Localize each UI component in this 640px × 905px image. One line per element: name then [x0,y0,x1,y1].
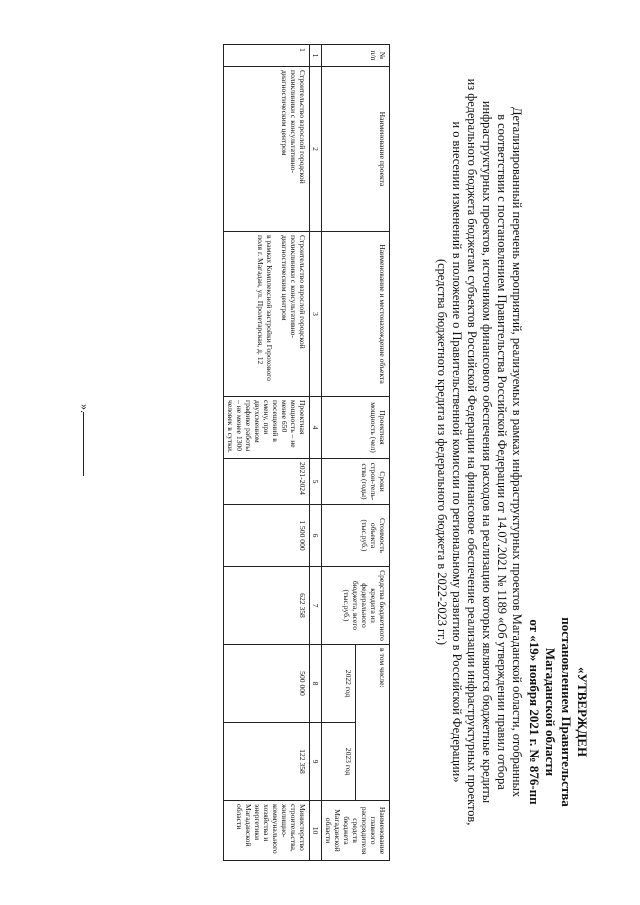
column-number: 5 [310,459,322,505]
document-title [434,42,524,862]
column-number: 7 [310,567,322,645]
title-line-1: Детализированный перечень мероприятий, реализуемых в рамках инфраструктурных проектов Магаданской области, отобранных [510,106,524,798]
header-2023: 2023 год [322,723,356,801]
approval-stamp [526,552,590,872]
header-number: № п/п [322,45,390,67]
budget-manager: Министерство строительства, жилищно-коммунального хозяйства и энергетики Магаданской области [224,801,310,861]
column-number: 4 [310,397,322,459]
title-line-2: в соответствии с постановлением Правительства Российской Федерации от 14.07.2021 № 1189 «Об утверждении правил отбора [495,114,509,790]
header-cost: Стоимость объекта (тыс.руб.) [322,505,390,567]
approval-line-2: постановлением Правительства [559,617,574,807]
construction-years: 2021-2024 [224,459,310,505]
title-line-4: из федерального бюджета бюджетам субъектов Российской Федерации на финансовое обеспечение реализации инфраструктурных проектов, [465,78,479,826]
object-location: в рамках Комплексной застройки Горохового поля г. Магадан, ул. Пролетарская, д. 12 [256,235,274,381]
title-line-3: инфраструктурных проектов, источником финансового обеспечения расходов на реализацию которых являются бюджетные кредиты [480,100,494,804]
amount-2022: 500 000 [224,645,310,723]
header-row [356,45,390,861]
header-object: Наименование и местонахождение объекта [322,232,390,397]
approval-line-3: Магаданской области [543,647,558,777]
object-cell [224,232,310,397]
column-number: 6 [310,505,322,567]
title-line-6: (средства бюджетного кредита из федерального бюджета в 2022-2023 гг.) [435,258,449,646]
column-number: 10 [310,801,322,861]
header-capacity: Проектная мощность (чел) [322,397,390,459]
project-name: Строительство взрослой городской поликлиники с консультативно-диагностическим центром [224,67,310,232]
approval-line-1: «УТВЕРЖДЕН [575,666,590,758]
table-row [224,45,310,861]
closing-line [83,412,84,476]
column-number: 9 [310,723,322,801]
header-project: Наименование проекта [322,67,390,232]
object-cost: 1 500 000 [224,505,310,567]
amount-2023: 122 358 [224,723,310,801]
title-line-5: и о внесении изменений в положение о Правительственной комиссии по региональному развитию в Российской Федерации» [450,121,464,783]
credit-total: 622 358 [224,567,310,645]
rotated-page [20,12,620,892]
column-number: 1 [310,45,322,67]
projects-table [223,44,390,861]
column-number-row [310,45,322,861]
header-manager: Наименование главного распорядителя средств бюджета Магаданской области [322,801,390,861]
header-years: Сроки строи-тель-ства (годы) [322,459,390,505]
column-number: 8 [310,645,322,723]
closing-quote: ». [78,404,92,413]
capacity: Проектная мощность – не менее 650 посещений в смену, при двухсменном графике работы – не менее 1300 человек в сутки. [224,397,310,459]
object-name: Строительство взрослой городской поликлиники с консультативно-диагностическим центром [280,235,307,349]
row-number: 1 [224,45,310,67]
approval-line-4: от «19» ноября 2021 г. № 876-пп [527,619,542,805]
header-including: в том числе: [356,645,390,801]
header-2022: 2022 год [322,645,356,723]
column-number: 2 [310,67,322,232]
header-credit: Средства бюджетного кредита из федерального бюджета, всего (тыс.руб.) [322,567,390,645]
column-number: 3 [310,232,322,397]
